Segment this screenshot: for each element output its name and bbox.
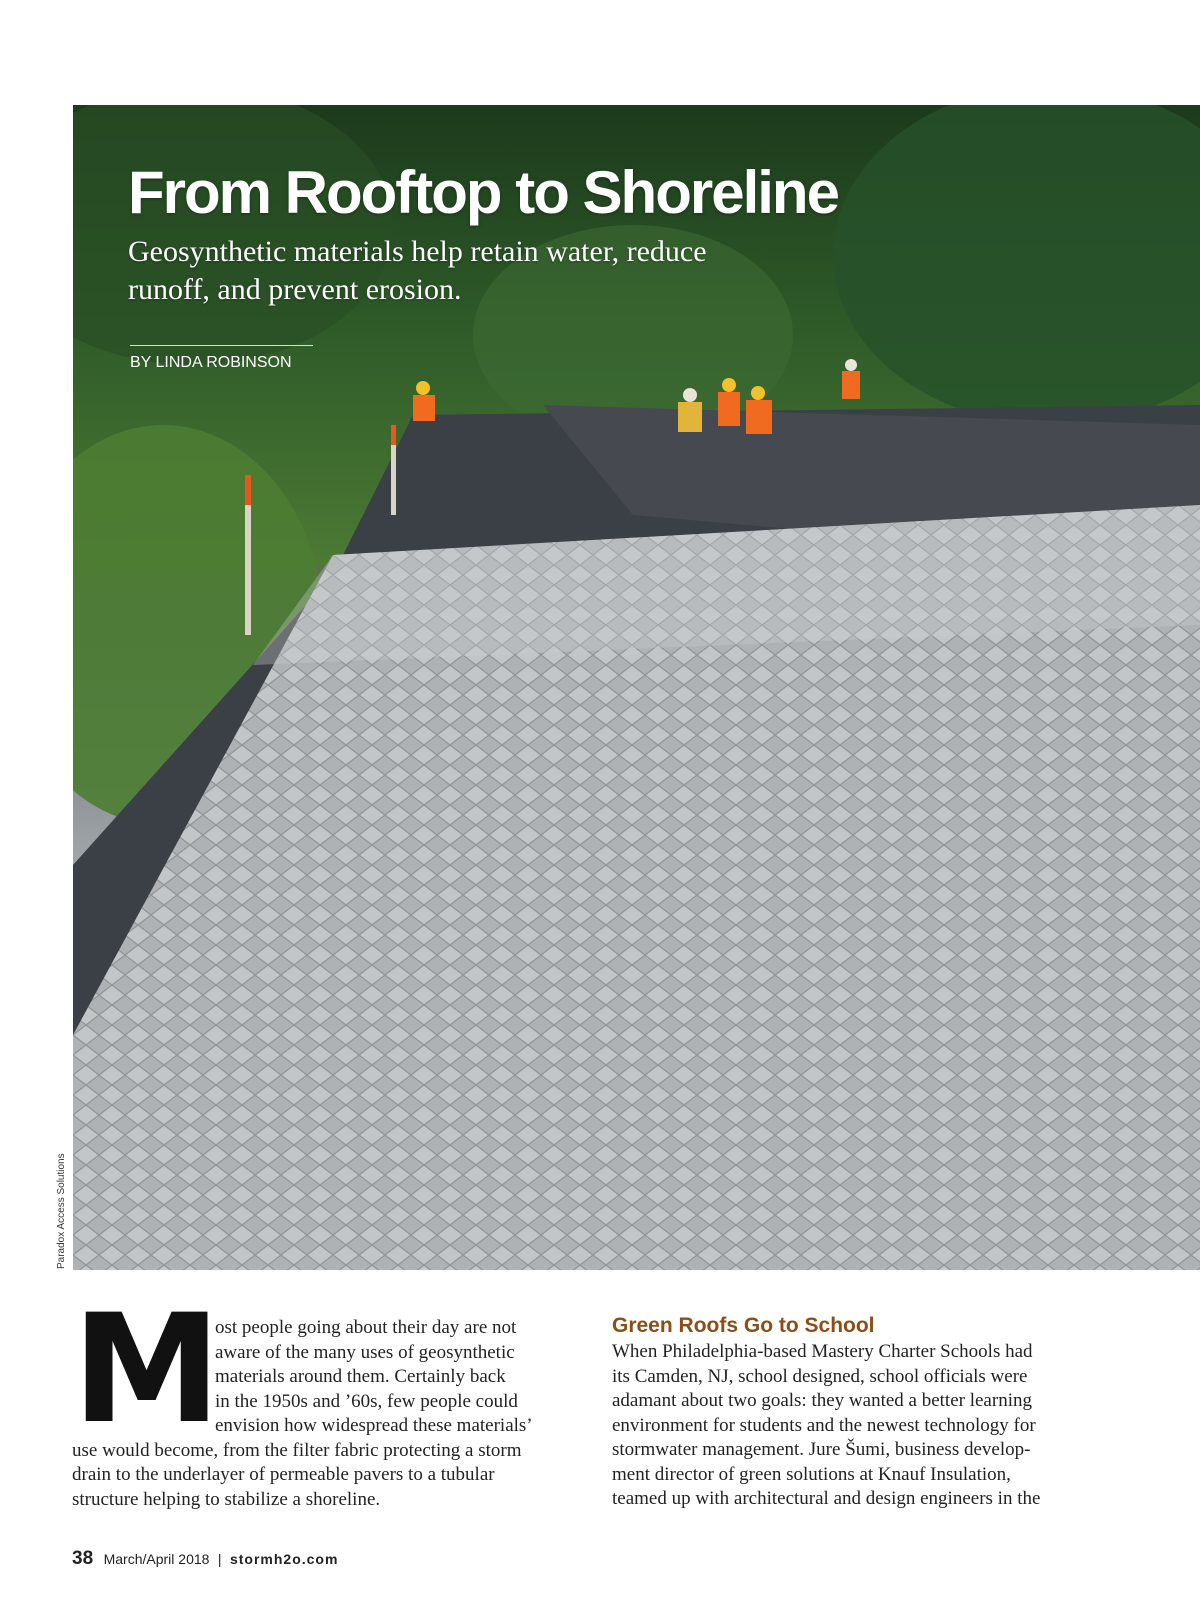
article-headline: From Rooftop to Shoreline	[128, 159, 838, 226]
body-line: stormwater management. Jure Šumi, business develop-	[612, 1439, 1031, 1460]
page-number: 38	[72, 1548, 94, 1569]
drop-cap: M	[72, 1283, 218, 1457]
website-link[interactable]: stormh2o.com	[229, 1551, 339, 1567]
issue-date: March/April 2018	[103, 1551, 210, 1567]
body-line: drain to the underlayer of permeable pavers to a tubular	[72, 1464, 495, 1485]
page-footer	[72, 1548, 338, 1570]
body-line: its Camden, NJ, school designed, school officials were	[612, 1365, 1028, 1387]
body-line: structure helping to stabilize a shoreline.	[72, 1488, 381, 1510]
body-line: environment for students and the newest technology for	[612, 1414, 1036, 1436]
body-line: envision how widespread these materials’	[215, 1415, 533, 1436]
body-line: teamed up with architectural and design engineers in the	[612, 1488, 1041, 1509]
body-line: use would become, from the filter fabric protecting a storm	[72, 1439, 522, 1461]
byline-divider	[130, 345, 313, 346]
article-deck: Geosynthetic materials help retain water, reduce runoff, and prevent erosion.	[128, 235, 707, 306]
body-column-left	[72, 1316, 592, 1512]
body-line: adamant about two goals: they wanted a better learning	[612, 1390, 1032, 1411]
body-line: in the 1950s and ’60s, few people could	[215, 1390, 518, 1412]
section-subhead: Green Roofs Go to School	[612, 1314, 875, 1337]
footer-separator: |	[217, 1551, 222, 1567]
body-column-right	[612, 1340, 1132, 1512]
body-line: materials around them. Certainly back	[215, 1366, 506, 1387]
body-line: ment director of green solutions at Knauf Insulation,	[612, 1463, 1011, 1485]
body-line: When Philadelphia-based Mastery Charter Schools had	[612, 1341, 1033, 1362]
body-line: ost people going about their day are not	[215, 1317, 517, 1338]
body-line: aware of the many uses of geosynthetic	[215, 1341, 515, 1363]
article-byline: BY LINDA ROBINSON	[130, 354, 292, 371]
photo-credit: Paradox Access Solutions	[56, 1153, 67, 1269]
